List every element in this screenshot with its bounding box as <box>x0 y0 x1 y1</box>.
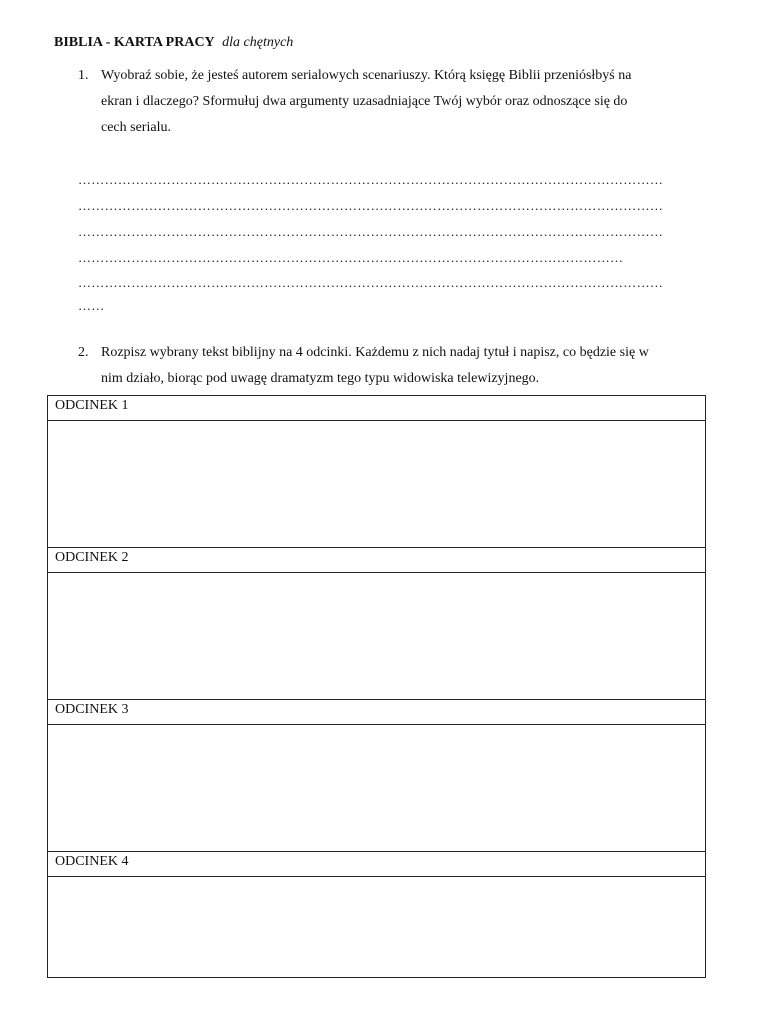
answer-line-3[interactable]: …………………………………………………………………………………………………………………… <box>78 224 664 239</box>
episode-4-answer-box[interactable] <box>48 877 705 977</box>
question-1-line-1: Wyobraź sobie, że jesteś autorem serialowych scenariuszy. Którą księgę Biblii przeniósłbyś na <box>101 68 632 83</box>
question-2-number: 2. <box>78 345 89 360</box>
episode-1-header: ODCINEK 1 <box>48 396 705 421</box>
question-1 <box>78 63 718 141</box>
question-1-number: 1. <box>78 68 89 83</box>
episode-2-header: ODCINEK 2 <box>48 548 705 573</box>
answer-line-1[interactable]: …………………………………………………………………………………………………………………… <box>78 172 664 187</box>
title-subtitle: dla chętnych <box>222 35 294 50</box>
episode-4-header: ODCINEK 4 <box>48 852 705 877</box>
question-2-line-1: Rozpisz wybrany tekst biblijny na 4 odcinki. Każdemu z nich nadaj tytuł i napisz, co będzie się w <box>101 345 649 360</box>
answer-line-4[interactable]: …………………………………………………………………………………………………………… <box>78 250 624 265</box>
page-title <box>54 34 293 52</box>
title-main: BIBLIA - KARTA PRACY <box>54 35 215 50</box>
answer-line-5[interactable]: …………………………………………………………………………………………………………………… <box>78 275 664 290</box>
episode-1-answer-box[interactable] <box>48 421 705 548</box>
answer-line-2[interactable]: …………………………………………………………………………………………………………………… <box>78 198 664 213</box>
episodes-table <box>47 395 706 978</box>
question-1-line-3: cech serialu. <box>101 120 171 135</box>
question-2-line-2: nim działo, biorąc pod uwagę dramatyzm tego typu widowiska telewizyjnego. <box>101 371 540 386</box>
answer-line-6[interactable]: …… <box>78 298 105 313</box>
episode-3-header: ODCINEK 3 <box>48 700 705 725</box>
question-1-line-2: ekran i dlaczego? Sformułuj dwa argumenty uzasadniające Twój wybór oraz odnoszące się do <box>101 94 628 109</box>
episode-2-answer-box[interactable] <box>48 573 705 700</box>
question-2 <box>78 340 718 392</box>
episode-3-answer-box[interactable] <box>48 725 705 852</box>
